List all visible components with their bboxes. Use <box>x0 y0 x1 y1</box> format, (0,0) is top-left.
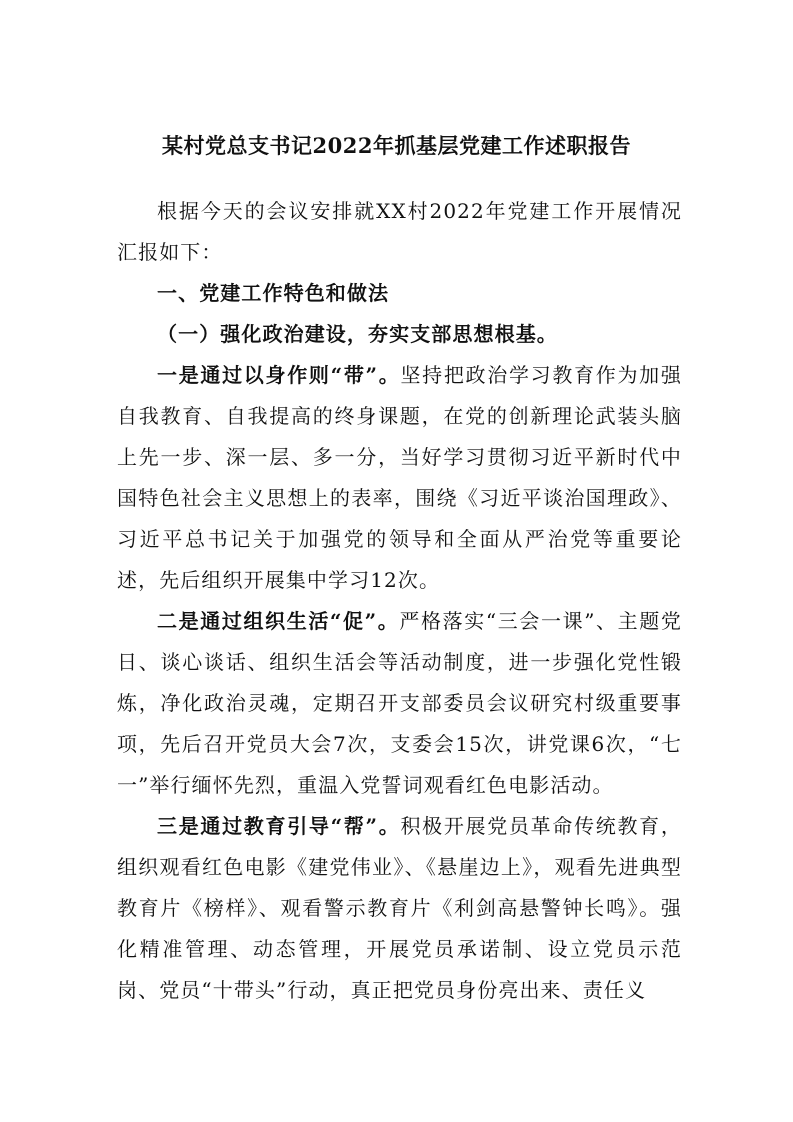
body-paragraph-1 <box>117 355 682 601</box>
paragraph-text: 积极开展党员革命传统教育，组织观看红色电影《建党伟业》、《悬崖边上》，观看先进典型教育片《榜样》、观看警示教育片《利剑高悬警钟长鸣》。强化精准管理、动态管理，开展党员承诺制、设立党员示范岗、党员“十带头”行动，真正把党员身份亮出来、责任义 <box>117 814 682 1002</box>
subsection-heading: （一）强化政治建设，夯实支部思想根基。 <box>157 322 558 346</box>
paragraph-text: 严格落实“三会一课”、主题党日、谈心谈话、组织生活会等活动制度，进一步强化党性锻炼，净化政治灵魂，定期召开支部委员会议研究村级重要事项，先后召开党员大会7次，支委会15次，讲党课6次，“七一”举行缅怀先烈，重温入党誓词观看红色电影活动。 <box>117 609 682 797</box>
intro-paragraph: 根据今天的会议安排就XX村2022年党建工作开展情况汇报如下： <box>117 199 682 264</box>
section-heading: 一、党建工作特色和做法 <box>157 281 390 305</box>
paragraph-lead: 二是通过组织生活“促”。 <box>157 609 400 633</box>
body-paragraph-3 <box>117 806 682 1011</box>
paragraph-lead: 一是通过以身作则“带”。 <box>157 363 401 387</box>
paragraph-lead: 三是通过教育引导“帮”。 <box>157 814 401 838</box>
paragraph-text: 坚持把政治学习教育作为加强自我教育、自我提高的终身课题，在党的创新理论武装头脑上先一步、深一层、多一分，当好学习贯彻习近平新时代中国特色社会主义思想上的表率，围绕《习近平谈治国理政》、习近平总书记关于加强党的领导和全面从严治党等重要论述，先后组织开展集中学习12次。 <box>117 363 682 592</box>
document-body <box>117 191 682 1011</box>
body-paragraph-2 <box>117 601 682 806</box>
document-title: 某村党总支书记2022年抓基层党建工作述职报告 <box>162 133 631 158</box>
